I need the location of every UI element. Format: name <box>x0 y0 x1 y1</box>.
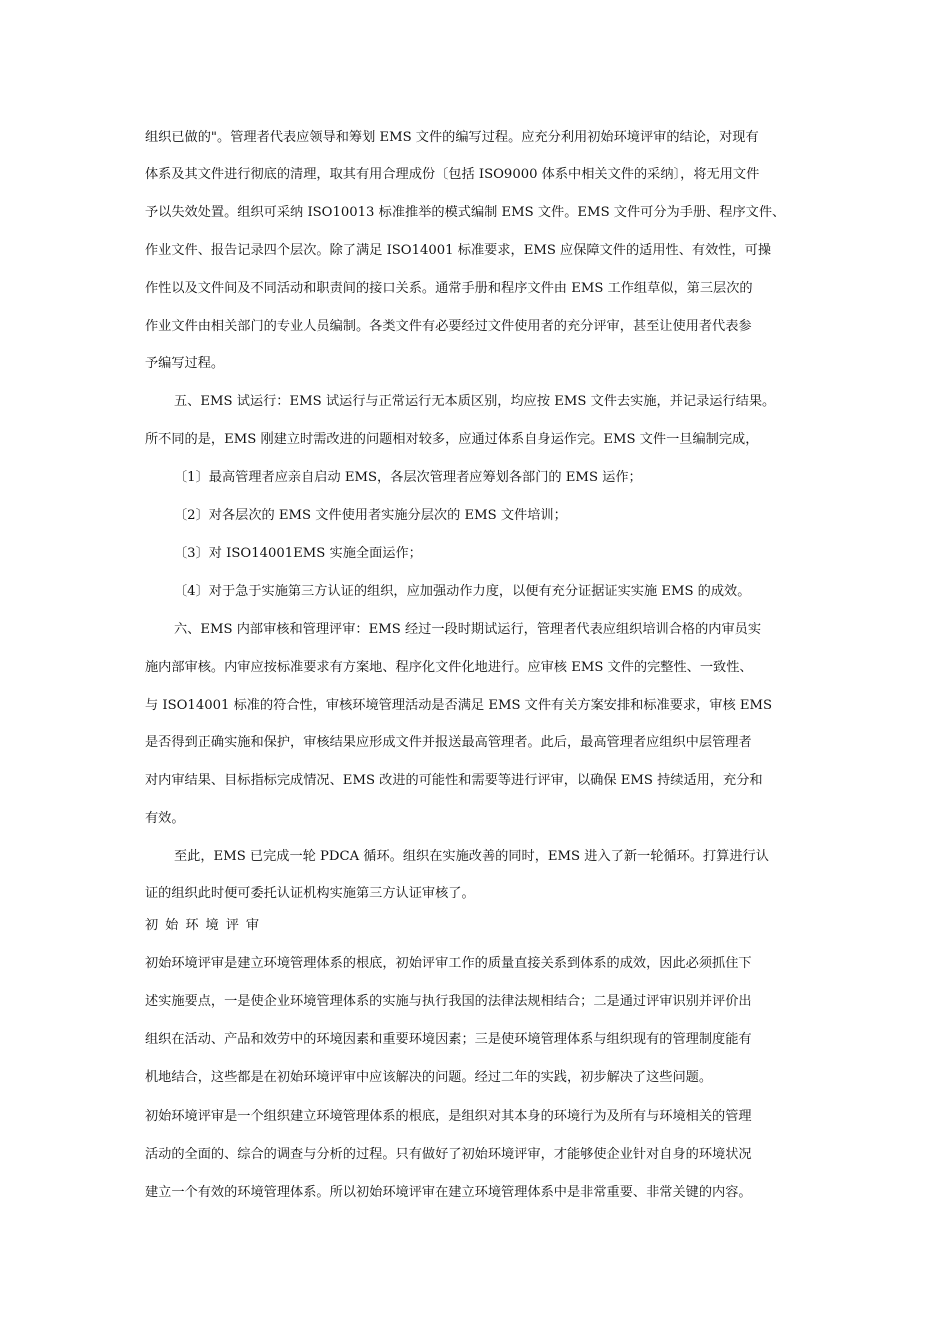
text-line: 建立一个有效的环境管理体系。所以初始环境评审在建立环境管理体系中是非常重要、非常关键的内容。 <box>145 1185 752 1200</box>
text-line: 予以失效处置。组织可采纳 ISO10013 标准推举的模式编制 EMS 文件。EMS 文件可分为手册、程序文件、 <box>145 205 786 220</box>
text-line: 组织已做的"。管理者代表应领导和筹划 EMS 文件的编写过程。应充分利用初始环境评审的结论，对现有 <box>145 130 759 145</box>
text-line: 与 ISO14001 标准的符合性，审核环境管理活动是否满足 EMS 文件有关方案安排和标准要求，审核 EMS <box>145 698 773 713</box>
heading-text: 初始环境评审 <box>145 918 267 933</box>
text-line: 作业文件由相关部门的专业人员编制。各类文件有必要经过文件使用者的充分评审，甚至让使用者代表参 <box>145 319 752 334</box>
text-line: 初始环境评审是建立环境管理体系的根底，初始评审工作的质量直接关系到体系的成效，因此必须抓住下 <box>145 956 752 971</box>
text-line: 述实施要点，一是使企业环境管理体系的实施与执行我国的法律法规相结合；二是通过评审识别并评价出 <box>145 994 752 1009</box>
text-line: 施内部审核。内审应按标准要求有方案地、程序化文件化地进行。应审核 EMS 文件的完整性、一致性、 <box>145 660 753 675</box>
text-line: 五、EMS 试运行：EMS 试运行与正常运行无本质区别，均应按 EMS 文件去实施，并记录运行结果。 <box>174 394 776 409</box>
text-line: 初始环境评审是一个组织建立环境管理体系的根底，是组织对其本身的环境行为及所有与环境相关的管理 <box>145 1109 752 1124</box>
text-line: 作业文件、报告记录四个层次。除了满足 ISO14001 标准要求，EMS 应保障文件的适用性、有效性，可操 <box>145 243 772 258</box>
text-line: 对内审结果、目标指标完成情况、EMS 改进的可能性和需要等进行评审，以确保 EMS 持续适用，充分和 <box>145 773 763 788</box>
text-line: 予编写过程。 <box>145 356 225 371</box>
text-line: 活动的全面的、综合的调查与分析的过程。只有做好了初始环境评审，才能够使企业针对自身的环境状况 <box>145 1147 752 1162</box>
text-line: 六、EMS 内部审核和管理评审：EMS 经过一段时期试运行，管理者代表应组织培训合格的内审员实 <box>174 622 762 637</box>
text-line: 至此，EMS 已完成一轮 PDCA 循环。组织在实施改善的同时，EMS 进入了新一轮循环。打算进行认 <box>174 849 769 864</box>
text-line: 证的组织此时便可委托认证机构实施第三方认证审核了。 <box>145 886 475 901</box>
text-line: 是否得到正确实施和保护，审核结果应形成文件并报送最高管理者。此后，最高管理者应组织中层管理者 <box>145 735 752 750</box>
text-line: 所不同的是，EMS 刚建立时需改进的问题相对较多，应通过体系自身运作完。EMS 文件一旦编制完成， <box>145 432 759 447</box>
text-line: 机地结合，这些都是在初始环境评审中应该解决的问题。经过二年的实践，初步解决了这些问题。 <box>145 1070 713 1085</box>
text-line: 〔4〕对于急于实施第三方认证的组织，应加强动作力度，以便有充分证据证实实施 EMS 的成效。 <box>174 584 751 599</box>
text-line: 体系及其文件进行彻底的清理，取其有用合理成份〔包括 ISO9000 体系中相关文件的采纳〕，将无用文件 <box>145 167 760 182</box>
text-line: 组织在活动、产品和效劳中的环境因素和重要环境因素；三是使环境管理体系与组织现有的管理制度能有 <box>145 1032 752 1047</box>
text-line: 〔1〕最高管理者应亲自启动 EMS，各层次管理者应筹划各部门的 EMS 运作； <box>174 470 642 485</box>
text-line: 〔3〕对 ISO14001EMS 实施全面运作； <box>174 546 422 561</box>
text-line: 有效。 <box>145 811 185 826</box>
text-line: 作性以及文件间及不同活动和职责间的接口关系。通常手册和程序文件由 EMS 工作组草似，第三层次的 <box>145 281 753 296</box>
text-line: 〔2〕对各层次的 EMS 文件使用者实施分层次的 EMS 文件培训； <box>174 508 567 523</box>
